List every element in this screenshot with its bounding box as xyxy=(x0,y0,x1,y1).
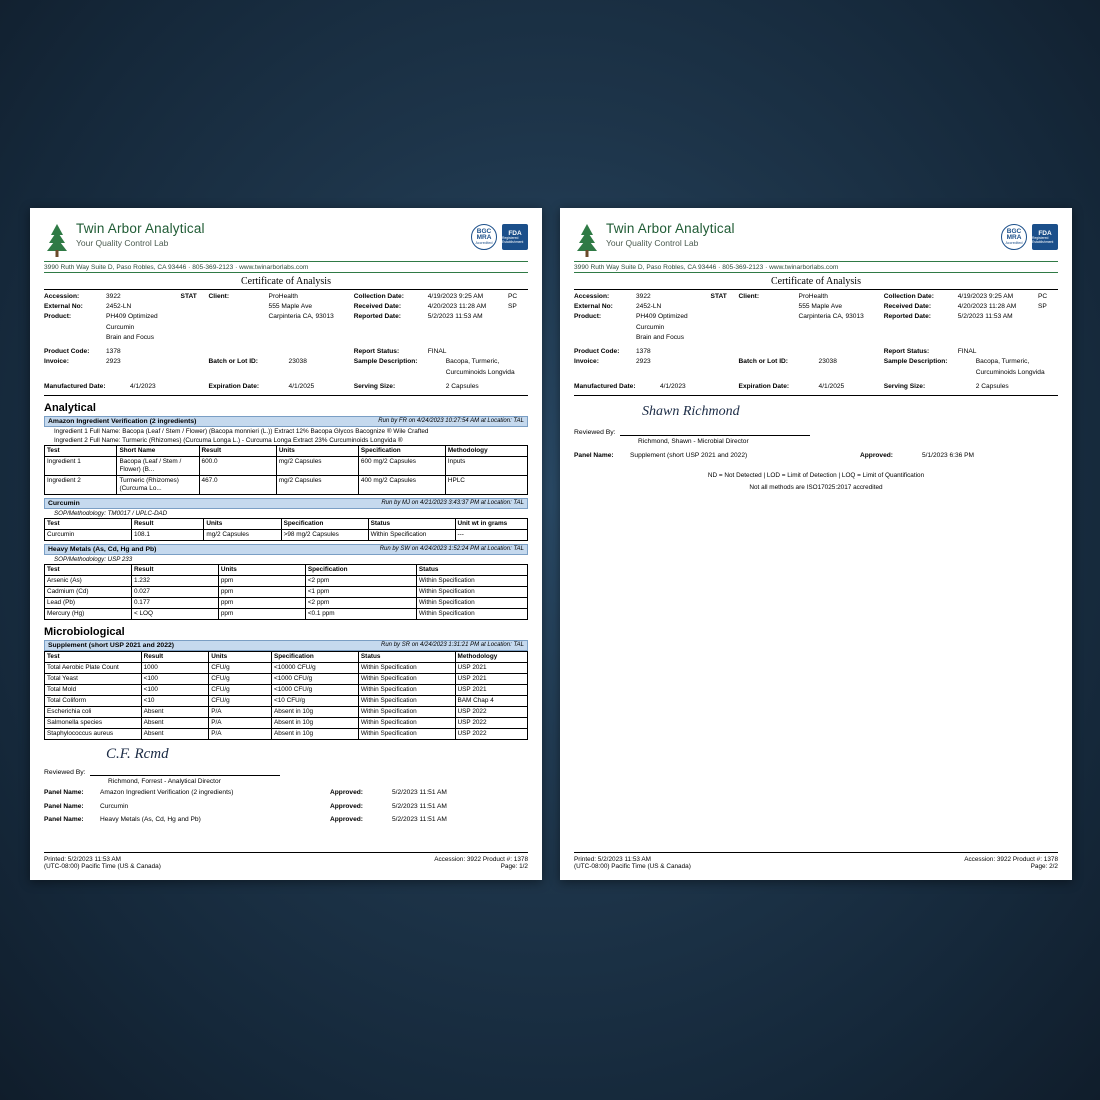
table-header-row xyxy=(45,651,528,662)
th-result: Result xyxy=(199,445,276,456)
cell-test: Total Aerobic Plate Count xyxy=(45,662,142,673)
cell-result: 467.0 xyxy=(199,475,276,494)
cell-status: Within Specification xyxy=(416,608,527,619)
value-collection-date: 4/19/2023 9:25 AM xyxy=(427,293,484,300)
cell-methodology: USP 2021 xyxy=(455,673,527,684)
cell-units: ppm xyxy=(218,608,305,619)
cell-test: Arsenic (As) xyxy=(45,575,132,586)
footer-timezone: (UTC-08:00) Pacific Time (US & Canada) xyxy=(44,863,161,870)
approval-row xyxy=(574,451,1058,462)
value-product-code: 1378 xyxy=(106,348,121,356)
letterhead xyxy=(574,222,1058,258)
value-received-date: 4/20/2023 11:28 AM xyxy=(957,303,1017,311)
value-collection-date: 4/19/2023 9:25 AM xyxy=(957,293,1014,300)
signature-microbial-director: Shawn Richmond xyxy=(642,403,740,419)
value-invoice: 2923 xyxy=(106,358,121,366)
panel-name-curcumin: Curcumin xyxy=(48,499,80,507)
cell-result: <10 xyxy=(141,695,209,706)
label-product-code: Product Code: xyxy=(44,348,90,356)
value-expiration-date: 4/1/2025 xyxy=(288,382,315,390)
th-status: Status xyxy=(358,651,455,662)
cell-result: 1.232 xyxy=(131,575,218,586)
value-collection-initials: PC xyxy=(1037,293,1048,300)
label-external-no: External No: xyxy=(44,303,83,311)
cell-methodology: USP 2021 xyxy=(455,684,527,695)
value-received-date: 4/20/2023 11:28 AM xyxy=(427,303,487,311)
panel-value: Amazon Ingredient Verification (2 ingredients) xyxy=(100,788,234,796)
cell-short-name: Turmeric (Rhizomes) (Curcuma Lo... xyxy=(117,475,199,494)
cell-test: Lead (Pb) xyxy=(45,597,132,608)
label-accession: Accession: xyxy=(44,293,80,300)
panel-run-info-ingredient: Run by FR on 4/24/2023 10:27:54 AM at Location: TAL xyxy=(378,418,524,425)
badge-circle-sub: Accredited xyxy=(1005,240,1023,245)
cell-test: Total Mold xyxy=(45,684,142,695)
th-test: Test xyxy=(45,518,132,529)
cell-result: < LOQ xyxy=(131,608,218,619)
label-invoice: Invoice: xyxy=(44,358,69,366)
value-reported-date: 5/2/2023 11:53 AM xyxy=(957,313,1013,321)
label-invoice: Invoice: xyxy=(574,358,599,366)
label-client: Client: xyxy=(208,293,230,300)
approval-row xyxy=(44,815,528,826)
lab-tagline: Your Quality Control Lab xyxy=(606,238,699,249)
curcumin-sop: SOP/Methodology: TM0017 / UPLC-DAD xyxy=(54,509,168,517)
table-row xyxy=(45,728,528,739)
footer-page-number: Page: 2/2 xyxy=(1030,863,1058,870)
approved-value: 5/2/2023 11:51 AM xyxy=(392,802,447,810)
panel-label: Panel Name: xyxy=(44,816,84,824)
reviewer-name: Richmond, Shawn - Microbial Director xyxy=(638,437,749,445)
value-product-line2: Brain and Focus xyxy=(636,333,685,341)
value-manufactured-date: 4/1/2023 xyxy=(130,382,156,390)
document-page-1 xyxy=(30,208,542,880)
panel-header-curcumin xyxy=(44,498,528,509)
label-received-date: Received Date: xyxy=(883,303,932,311)
cell-specification: <1 ppm xyxy=(305,586,416,597)
label-reported-date: Reported Date: xyxy=(353,313,401,321)
th-result: Result xyxy=(141,651,209,662)
badge-square-top: FDA xyxy=(508,230,522,238)
ingredient-note-1: Ingredient 1 Full Name: Bacopa (Leaf / Stem / Flower) (Bacopa monnieri (L.)) Extract 12% Bacopa Glycos Bacognize ® Wile Crafted xyxy=(54,427,429,435)
cell-result: 600.0 xyxy=(199,456,276,475)
label-stat: STAT xyxy=(180,293,197,300)
ingredient-note-2: Ingredient 2 Full Name: Turmeric (Rhizomes) (Curcuma Longa L.) - Curcuma Longa Extract 23% Curcuminoids Longvida ® xyxy=(54,436,403,444)
value-product: PH409 Optimized Curcumin xyxy=(106,313,158,331)
cell-result: <100 xyxy=(141,673,209,684)
panel-label: Panel Name: xyxy=(44,788,84,796)
cell-status: Within Specification xyxy=(416,575,527,586)
label-collection-date: Collection Date: xyxy=(883,293,934,300)
label-serving-size: Serving Size: xyxy=(883,382,926,390)
page-footer-2 xyxy=(574,852,1058,870)
badge-circle-top: BGC xyxy=(1006,227,1022,235)
label-batch-or-lot: Batch or Lot ID: xyxy=(208,358,258,366)
value-client-name: ProHealth xyxy=(798,293,828,300)
cell-units: ppm xyxy=(218,597,305,608)
cell-result: <100 xyxy=(141,684,209,695)
cell-methodology: USP 2022 xyxy=(455,706,527,717)
th-specification: Specification xyxy=(358,445,445,456)
table-curcumin xyxy=(44,518,528,541)
approval-row xyxy=(44,788,528,799)
document-page-2 xyxy=(560,208,1072,880)
panel-run-info-curcumin: Run by MJ on 4/21/2023 3:43:37 PM at Location: TAL xyxy=(381,500,524,507)
cell-specification: >98 mg/2 Capsules xyxy=(281,529,368,540)
lab-address: 3990 Ruth Way Suite D, Paso Robles, CA 93446 · 805-369-2123 · www.twinarborlabs.com xyxy=(44,261,528,273)
cell-status: Within Specification xyxy=(416,597,527,608)
panel-name-ingredient: Amazon Ingredient Verification (2 ingredients) xyxy=(48,417,197,425)
page-title: Certificate of Analysis xyxy=(241,276,331,287)
cell-methodology: USP 2022 xyxy=(455,717,527,728)
value-invoice: 2923 xyxy=(636,358,651,366)
lab-name: Twin Arbor Analytical xyxy=(76,221,205,236)
fda-badge-icon xyxy=(1032,224,1058,250)
panel-run-info-supplement: Run by SR on 4/24/2023 1:31:21 PM at Location: TAL xyxy=(381,642,524,649)
badge-square-sub: Registered Establishment xyxy=(1032,236,1054,244)
table-row xyxy=(45,717,528,728)
cell-test: Ingredient 2 xyxy=(45,475,117,494)
panel-value: Supplement (short USP 2021 and 2022) xyxy=(630,451,748,459)
footer-printed: Printed: 5/2/2023 11:53 AM xyxy=(574,856,651,863)
label-serving-size: Serving Size: xyxy=(353,382,396,390)
value-accession: 3922 xyxy=(106,293,121,300)
label-sample-description: Sample Description: xyxy=(353,358,418,366)
value-client-addr2: Carpinteria CA, 93013 xyxy=(268,313,334,321)
value-external-no: 2452-LN xyxy=(636,303,662,311)
th-status: Status xyxy=(368,518,455,529)
table-row xyxy=(45,706,528,717)
value-product: PH409 Optimized Curcumin xyxy=(636,313,688,331)
cell-result: 0.177 xyxy=(131,597,218,608)
th-test: Test xyxy=(45,564,132,575)
table-row xyxy=(45,456,528,475)
letterhead xyxy=(44,222,528,258)
value-received-initials: SP xyxy=(1037,303,1047,311)
th-test: Test xyxy=(45,651,142,662)
cell-units: mg/2 Capsules xyxy=(276,456,358,475)
approved-label: Approved: xyxy=(330,802,363,810)
cell-units: CFU/g xyxy=(209,684,272,695)
cell-methodology: Inputs xyxy=(445,456,527,475)
section-microbiological: Microbiological xyxy=(44,625,125,638)
signoff-block-page2 xyxy=(574,403,1058,491)
panel-run-info-heavy-metals: Run by SW on 4/24/2023 1:52:24 PM at Location: TAL xyxy=(379,546,524,553)
cell-status: Within Specification xyxy=(358,728,455,739)
label-stat: STAT xyxy=(710,293,727,300)
approved-label: Approved: xyxy=(330,788,363,796)
cell-result: Absent xyxy=(141,717,209,728)
cell-specification: Absent in 10g xyxy=(271,706,358,717)
cell-test: Ingredient 1 xyxy=(45,456,117,475)
footer-timezone: (UTC-08:00) Pacific Time (US & Canada) xyxy=(574,863,691,870)
cell-units: P/A xyxy=(209,706,272,717)
badge-circle-sub: Accredited xyxy=(475,240,493,245)
panel-header-ingredient xyxy=(44,416,528,427)
table-row xyxy=(45,662,528,673)
th-units: Units xyxy=(276,445,358,456)
approval-row xyxy=(44,802,528,813)
cell-specification: <2 ppm xyxy=(305,575,416,586)
value-external-no: 2452-LN xyxy=(106,303,132,311)
value-received-initials: SP xyxy=(507,303,517,311)
value-accession: 3922 xyxy=(636,293,651,300)
cell-methodology: BAM Chap 4 xyxy=(455,695,527,706)
panel-value: Heavy Metals (As, Cd, Hg and Pb) xyxy=(100,816,201,824)
signature-rule xyxy=(620,426,810,436)
label-batch-or-lot: Batch or Lot ID: xyxy=(738,358,788,366)
label-product: Product: xyxy=(44,313,72,321)
badge-square-top: FDA xyxy=(1038,230,1052,238)
table-row xyxy=(45,684,528,695)
cell-units: ppm xyxy=(218,586,305,597)
th-units: Units xyxy=(204,518,281,529)
value-product-line2: Brain and Focus xyxy=(106,333,155,341)
th-methodology: Methodology xyxy=(445,445,527,456)
signature-analytical-director: C.F. Rcmd xyxy=(106,745,169,762)
approved-label: Approved: xyxy=(330,816,363,824)
cell-status: Within Specification xyxy=(358,662,455,673)
badge-circle-bottom: MRA xyxy=(1006,234,1022,242)
table-row xyxy=(45,608,528,619)
legend-accreditation-note: Not all methods are ISO17025:2017 accredited xyxy=(749,483,883,491)
cell-methodology: USP 2021 xyxy=(455,662,527,673)
label-collection-date: Collection Date: xyxy=(353,293,404,300)
table-supplement xyxy=(44,651,528,740)
panel-label: Panel Name: xyxy=(574,451,614,459)
table-row xyxy=(45,575,528,586)
lab-tagline: Your Quality Control Lab xyxy=(76,238,169,249)
label-reported-date: Reported Date: xyxy=(883,313,931,321)
reviewer-name: Richmond, Forrest - Analytical Director xyxy=(108,777,221,785)
cell-units: mg/2 Capsules xyxy=(204,529,281,540)
th-result: Result xyxy=(131,518,203,529)
value-expiration-date: 4/1/2025 xyxy=(818,382,845,390)
value-sample-description: Bacopa, Turmeric, xyxy=(975,358,1030,366)
label-manufactured-date: Manufactured Date: xyxy=(574,382,636,390)
value-client-name: ProHealth xyxy=(268,293,298,300)
cell-status: Within Specification xyxy=(358,673,455,684)
panel-value: Curcumin xyxy=(100,802,129,810)
badge-circle-top: BGC xyxy=(476,227,492,235)
sample-header-block xyxy=(574,289,1058,396)
cell-specification: Absent in 10g xyxy=(271,717,358,728)
table-ingredient xyxy=(44,445,528,495)
cell-units: P/A xyxy=(209,728,272,739)
footer-printed: Printed: 5/2/2023 11:53 AM xyxy=(44,856,121,863)
legend-abbreviations: ND = Not Detected | LOD = Limit of Detection | LOQ = Limit of Quantification xyxy=(707,471,925,479)
value-client-addr2: Carpinteria CA, 93013 xyxy=(798,313,864,321)
document-viewer xyxy=(0,208,1100,888)
accreditation-badge-icon xyxy=(1001,224,1027,250)
cell-specification: <0.1 ppm xyxy=(305,608,416,619)
cell-methodology: HPLC xyxy=(445,475,527,494)
cell-specification: 600 mg/2 Capsules xyxy=(358,456,445,475)
th-specification: Specification xyxy=(281,518,368,529)
panel-header-heavy-metals xyxy=(44,544,528,555)
cell-test: Staphylococcus aureus xyxy=(45,728,142,739)
cell-status: Within Specification xyxy=(358,717,455,728)
value-client-addr1: 555 Maple Ave xyxy=(798,303,843,311)
signature-rule xyxy=(90,766,280,776)
value-manufactured-date: 4/1/2023 xyxy=(660,382,686,390)
th-specification: Specification xyxy=(271,651,358,662)
cell-methodology: USP 2022 xyxy=(455,728,527,739)
th-test: Test xyxy=(45,445,117,456)
value-report-status: FINAL xyxy=(427,348,447,356)
approved-label: Approved: xyxy=(860,451,893,459)
footer-accession: Accession: 3922 Product #: 1378 xyxy=(964,856,1058,863)
signoff-block-page1 xyxy=(44,745,528,826)
th-methodology: Methodology xyxy=(455,651,527,662)
cell-units: CFU/g xyxy=(209,662,272,673)
th-status: Status xyxy=(416,564,527,575)
cell-status: Within Specification xyxy=(358,706,455,717)
value-collection-initials: PC xyxy=(507,293,518,300)
cell-result: 1000 xyxy=(141,662,209,673)
cell-status: Within Specification xyxy=(358,684,455,695)
th-result: Result xyxy=(131,564,218,575)
value-product-code: 1378 xyxy=(636,348,651,356)
table-header-row xyxy=(45,518,528,529)
th-unit-weight: Unit wt in grams xyxy=(455,518,527,529)
label-client: Client: xyxy=(738,293,760,300)
label-external-no: External No: xyxy=(574,303,613,311)
cell-test: Total Coliform xyxy=(45,695,142,706)
table-header-row xyxy=(45,445,528,456)
cell-units: CFU/g xyxy=(209,695,272,706)
label-sample-description: Sample Description: xyxy=(883,358,948,366)
heavy-metals-sop: SOP/Methodology: USP 233 xyxy=(54,555,133,563)
value-batch-or-lot: 23038 xyxy=(288,358,307,366)
cell-status: Within Specification xyxy=(358,695,455,706)
cell-test: Mercury (Hg) xyxy=(45,608,132,619)
value-client-addr1: 555 Maple Ave xyxy=(268,303,313,311)
value-sample-description2: Curcuminoids Longvida xyxy=(445,368,515,376)
panel-name-supplement: Supplement (short USP 2021 and 2022) xyxy=(48,641,175,649)
label-manufactured-date: Manufactured Date: xyxy=(44,382,106,390)
cell-units: ppm xyxy=(218,575,305,586)
page-footer-1 xyxy=(44,852,528,870)
badge-circle-bottom: MRA xyxy=(476,234,492,242)
cell-specification: 400 mg/2 Capsules xyxy=(358,475,445,494)
value-serving-size: 2 Capsules xyxy=(975,382,1009,390)
approved-value: 5/2/2023 11:51 AM xyxy=(392,788,447,796)
cell-specification: Absent in 10g xyxy=(271,728,358,739)
cell-units: CFU/g xyxy=(209,673,272,684)
th-specification: Specification xyxy=(305,564,416,575)
cell-result: Absent xyxy=(141,728,209,739)
cell-status: Within Specification xyxy=(368,529,455,540)
table-heavy-metals xyxy=(44,564,528,620)
section-analytical: Analytical xyxy=(44,401,96,414)
approved-value: 5/2/2023 11:51 AM xyxy=(392,816,447,824)
th-units: Units xyxy=(218,564,305,575)
label-expiration-date: Expiration Date: xyxy=(738,382,790,390)
fda-badge-icon xyxy=(502,224,528,250)
cell-short-name: Bacopa (Leaf / Stem / Flower) (B... xyxy=(117,456,199,475)
lab-name: Twin Arbor Analytical xyxy=(606,221,735,236)
table-header-row xyxy=(45,564,528,575)
cell-test: Salmonella species xyxy=(45,717,142,728)
value-reported-date: 5/2/2023 11:53 AM xyxy=(427,313,483,321)
table-row xyxy=(45,475,528,494)
panel-label: Panel Name: xyxy=(44,802,84,810)
label-report-status: Report Status: xyxy=(883,348,930,356)
cell-test: Cadmium (Cd) xyxy=(45,586,132,597)
cell-specification: <10000 CFU/g xyxy=(271,662,358,673)
badge-square-sub: Registered Establishment xyxy=(502,236,524,244)
label-received-date: Received Date: xyxy=(353,303,402,311)
cell-test: Escherichia coli xyxy=(45,706,142,717)
footer-page-number: Page: 1/2 xyxy=(500,863,528,870)
cell-test: Curcumin xyxy=(45,529,132,540)
table-row xyxy=(45,597,528,608)
approved-value: 5/1/2023 6:36 PM xyxy=(922,451,975,459)
cell-specification: <1000 CFU/g xyxy=(271,684,358,695)
th-short-name: Short Name xyxy=(117,445,199,456)
page-title: Certificate of Analysis xyxy=(771,276,861,287)
value-sample-description2: Curcuminoids Longvida xyxy=(975,368,1045,376)
cell-result: 108.1 xyxy=(131,529,203,540)
reviewed-by-label: Reviewed By: xyxy=(574,428,616,436)
cell-units: P/A xyxy=(209,717,272,728)
value-report-status: FINAL xyxy=(957,348,977,356)
label-accession: Accession: xyxy=(574,293,610,300)
lab-address: 3990 Ruth Way Suite D, Paso Robles, CA 93446 · 805-369-2123 · www.twinarborlabs.com xyxy=(574,261,1058,273)
value-batch-or-lot: 23038 xyxy=(818,358,837,366)
reviewed-by-label: Reviewed By: xyxy=(44,768,86,776)
sample-header-block xyxy=(44,289,528,396)
footer-accession: Accession: 3922 Product #: 1378 xyxy=(434,856,528,863)
cell-specification: <2 ppm xyxy=(305,597,416,608)
accreditation-badge-icon xyxy=(471,224,497,250)
table-row xyxy=(45,529,528,540)
label-product-code: Product Code: xyxy=(574,348,620,356)
panel-header-supplement xyxy=(44,640,528,651)
th-units: Units xyxy=(209,651,272,662)
table-row xyxy=(45,673,528,684)
cell-unit-weight: --- xyxy=(455,529,527,540)
tree-logo-icon xyxy=(574,222,600,258)
label-expiration-date: Expiration Date: xyxy=(208,382,260,390)
panel-name-heavy-metals: Heavy Metals (As, Cd, Hg and Pb) xyxy=(48,545,157,553)
table-row xyxy=(45,695,528,706)
label-report-status: Report Status: xyxy=(353,348,400,356)
cell-units: mg/2 Capsules xyxy=(276,475,358,494)
label-product: Product: xyxy=(574,313,602,321)
cell-result: 0.027 xyxy=(131,586,218,597)
cell-test: Total Yeast xyxy=(45,673,142,684)
cell-result: Absent xyxy=(141,706,209,717)
table-row xyxy=(45,586,528,597)
value-sample-description: Bacopa, Turmeric, xyxy=(445,358,500,366)
cell-specification: <1000 CFU/g xyxy=(271,673,358,684)
cell-specification: <10 CFU/g xyxy=(271,695,358,706)
tree-logo-icon xyxy=(44,222,70,258)
cell-status: Within Specification xyxy=(416,586,527,597)
value-serving-size: 2 Capsules xyxy=(445,382,479,390)
